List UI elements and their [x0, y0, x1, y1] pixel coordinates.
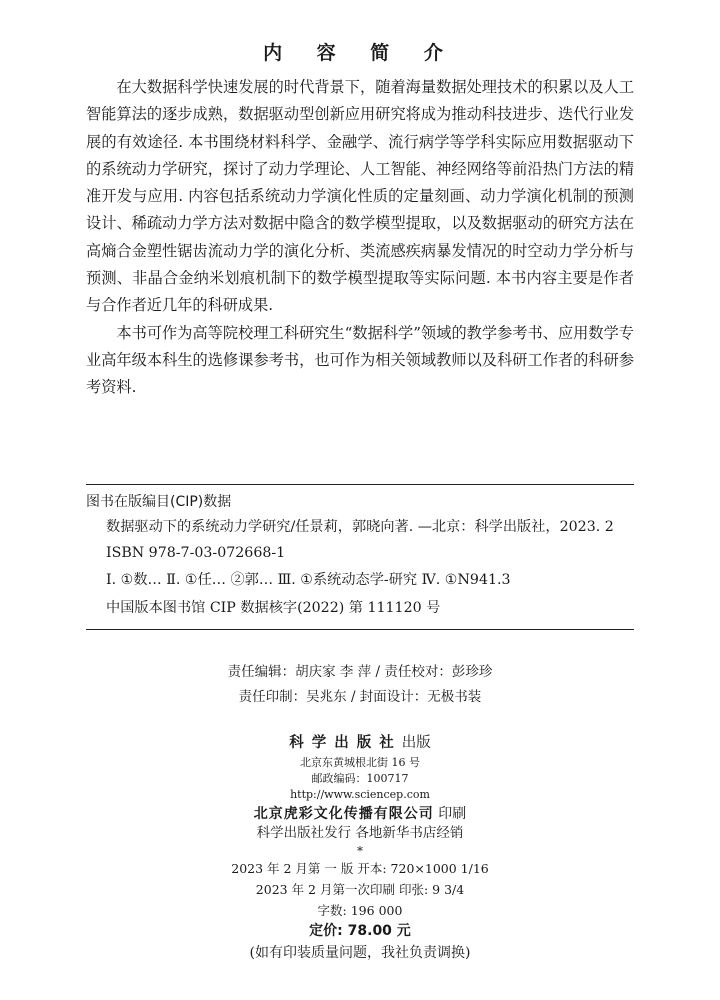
printer-line	[0, 806, 720, 823]
publisher-line	[0, 734, 720, 752]
cip-bottom-rule	[86, 629, 634, 630]
publisher-address: 北京东黄城根北街 16 号	[300, 756, 420, 769]
edition-line: 2023 年 2 月第 一 版 开本: 720×1000 1/16	[231, 861, 489, 876]
printer-suffix: 印刷	[438, 806, 467, 822]
intro-paragraph-1: 在大数据科学快速发展的时代背景下，随着海量数据处理技术的积累以及人工智能算法的逐步成熟，数据驱动型创新应用研究将成为推动科技进步、迭代行业发展的有效途径. 本书围绕材料科学、金融学、流行病学等学科实际应用数据驱动下的系统动力学研究，探讨了动力学理论、人工智能、神经网络等前沿热门方法的精准开发与应用. 内容包括系统动力学演化性质的定量刻画、动力学演化机制的预测设计、稀疏动力学方法对数据中隐含的数学模型提取，以及数据驱动的研究方法在高熵合金塑性锯齿流动力学的演化分析、类流感疾病暴发情况的时空动力学分析与预测、非晶合金纳米划痕机制下的数学模型提取等实际问题. 本书内容主要是作者与合作者近几年的科研成果.	[86, 78, 634, 315]
publisher-block	[0, 734, 720, 964]
cip-top-rule	[86, 484, 634, 485]
quality-note: (如有印装质量问题，我社负责调换)	[249, 945, 471, 961]
cip-title-line: 数据驱动下的系统动力学研究/任景莉，郭晓向著. —北京：科学出版社，2023. 2	[106, 519, 614, 535]
separator-star: *	[357, 844, 363, 858]
cip-block	[86, 484, 634, 630]
publisher-postcode: 邮政编码：100717	[311, 772, 409, 785]
cip-heading: 图书在版编目(CIP)数据	[86, 494, 232, 510]
wordcount-line: 字数: 196 000	[317, 903, 403, 918]
price-line: 定价: 78.00 元	[309, 923, 411, 939]
cip-isbn: ISBN 978-7-03-072668-1	[106, 544, 286, 561]
cip-classification: Ⅰ. ①数… Ⅱ. ①任… ②郭… Ⅲ. ①系统动态学-研究 Ⅳ. ①N941.3	[106, 572, 511, 588]
printer-name: 北京虎彩文化传播有限公司	[253, 806, 434, 822]
cip-record-number: 中国版本图书馆 CIP 数据核字(2022) 第 111120 号	[106, 599, 441, 616]
publisher-suffix: 出版	[401, 735, 431, 751]
production-credits: 责任印制：吴兆东 / 封面设计：无极书装	[238, 689, 482, 705]
publisher-name: 科学出版社	[289, 734, 402, 751]
intro-paragraph-2: 本书可作为高等院校理工科研究生“数据科学”领域的教学参考书、应用数学专业高年级本科生的选修课参考书，也可作为相关领域教师以及科研工作者的科研参考资料.	[86, 323, 634, 397]
cip-body	[86, 515, 634, 621]
printing-line: 2023 年 2 月第一次印刷 印张: 9 3/4	[255, 882, 465, 897]
introduction-section	[86, 74, 634, 402]
page-title: 内 容 简 介	[263, 42, 457, 64]
editor-credits: 责任编辑：胡庆家 李 萍 / 责任校对：彭珍珍	[227, 664, 493, 680]
credits-section	[0, 660, 720, 710]
publisher-website: http://www.sciencep.com	[290, 788, 430, 801]
distribution-line: 科学出版社发行 各地新华书店经销	[256, 825, 464, 841]
